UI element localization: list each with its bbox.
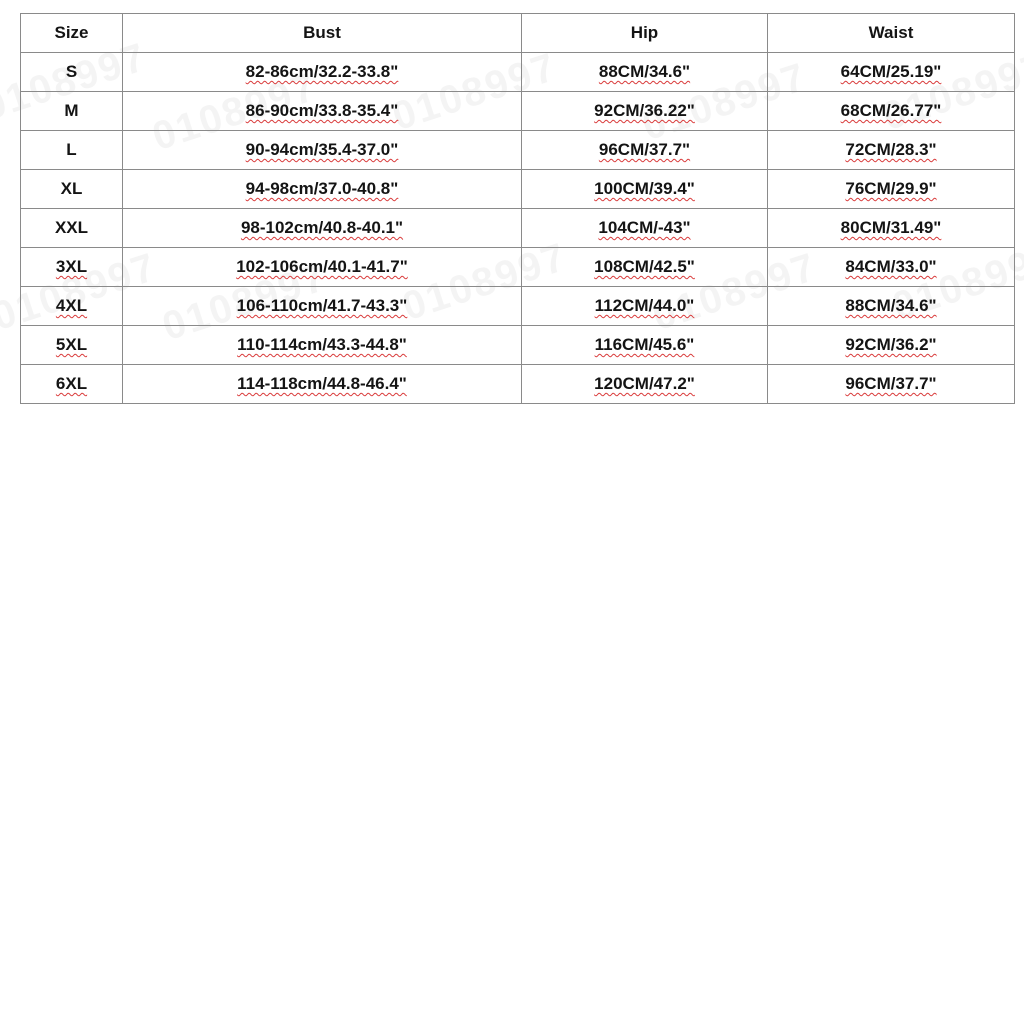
table-row [21,287,1015,326]
bust-value: 90-94cm/35.4-37.0" [245,140,399,159]
header-bust: Bust [123,14,522,53]
size-label: L [66,140,77,159]
cell-waist [768,170,1015,209]
bust-value: 82-86cm/32.2-33.8" [245,62,399,81]
size-chart-table [20,13,1015,404]
cell-bust [123,170,522,209]
cell-bust [123,92,522,131]
cell-bust [123,248,522,287]
bust-value: 102-106cm/40.1-41.7" [236,257,408,276]
size-label: XL [60,179,83,198]
cell-size [21,326,123,365]
bust-value: 114-118cm/44.8-46.4" [237,374,407,393]
hip-value: 104CM/-43" [598,218,691,237]
cell-hip [522,248,768,287]
cell-size [21,365,123,404]
hip-value: 120CM/47.2" [594,374,695,393]
cell-hip [522,53,768,92]
table-row [21,326,1015,365]
cell-hip [522,170,768,209]
cell-waist [768,209,1015,248]
cell-bust [123,131,522,170]
bust-value: 110-114cm/43.3-44.8" [237,335,407,354]
cell-waist [768,248,1015,287]
cell-waist [768,365,1015,404]
size-label: 6XL [55,374,88,393]
waist-value: 84CM/33.0" [845,257,937,276]
table-row [21,365,1015,404]
cell-size [21,53,123,92]
bust-value: 94-98cm/37.0-40.8" [245,179,399,198]
bust-value: 86-90cm/33.8-35.4" [245,101,399,120]
hip-value: 108CM/42.5" [594,257,695,276]
header-size: Size [21,14,123,53]
size-label: S [65,62,78,81]
size-label: 3XL [55,257,88,276]
waist-value: 72CM/28.3" [845,140,937,159]
table-row [21,92,1015,131]
cell-bust [123,209,522,248]
cell-bust [123,365,522,404]
cell-hip [522,287,768,326]
size-label: XXL [54,218,89,237]
table-row [21,209,1015,248]
header-hip: Hip [522,14,768,53]
bust-value: 98-102cm/40.8-40.1" [240,218,404,237]
cell-waist [768,326,1015,365]
table-header-row [21,14,1015,53]
cell-hip [522,365,768,404]
hip-value: 116CM/45.6" [594,335,695,354]
cell-size [21,131,123,170]
cell-size [21,92,123,131]
cell-hip [522,326,768,365]
hip-value: 112CM/44.0" [594,296,695,315]
cell-size [21,170,123,209]
cell-waist [768,53,1015,92]
cell-hip [522,209,768,248]
size-label: 4XL [55,296,88,315]
size-label: 5XL [55,335,88,354]
hip-value: 96CM/37.7" [598,140,691,159]
cell-hip [522,92,768,131]
cell-bust [123,326,522,365]
table-row [21,53,1015,92]
hip-value: 92CM/36.22" [594,101,695,120]
header-waist: Waist [768,14,1015,53]
cell-size [21,248,123,287]
table-row [21,170,1015,209]
size-label: M [64,101,79,120]
cell-size [21,287,123,326]
waist-value: 68CM/26.77" [840,101,942,120]
waist-value: 92CM/36.2" [845,335,937,354]
hip-value: 88CM/34.6" [598,62,691,81]
waist-value: 80CM/31.49" [840,218,942,237]
waist-value: 76CM/29.9" [845,179,937,198]
waist-value: 96CM/37.7" [845,374,937,393]
hip-value: 100CM/39.4" [594,179,695,198]
cell-waist [768,92,1015,131]
cell-hip [522,131,768,170]
cell-waist [768,131,1015,170]
cell-bust [123,287,522,326]
cell-size [21,209,123,248]
waist-value: 64CM/25.19" [840,62,942,81]
table-row [21,131,1015,170]
cell-waist [768,287,1015,326]
cell-bust [123,53,522,92]
bust-value: 106-110cm/41.7-43.3" [236,296,408,315]
table-row [21,248,1015,287]
waist-value: 88CM/34.6" [845,296,937,315]
